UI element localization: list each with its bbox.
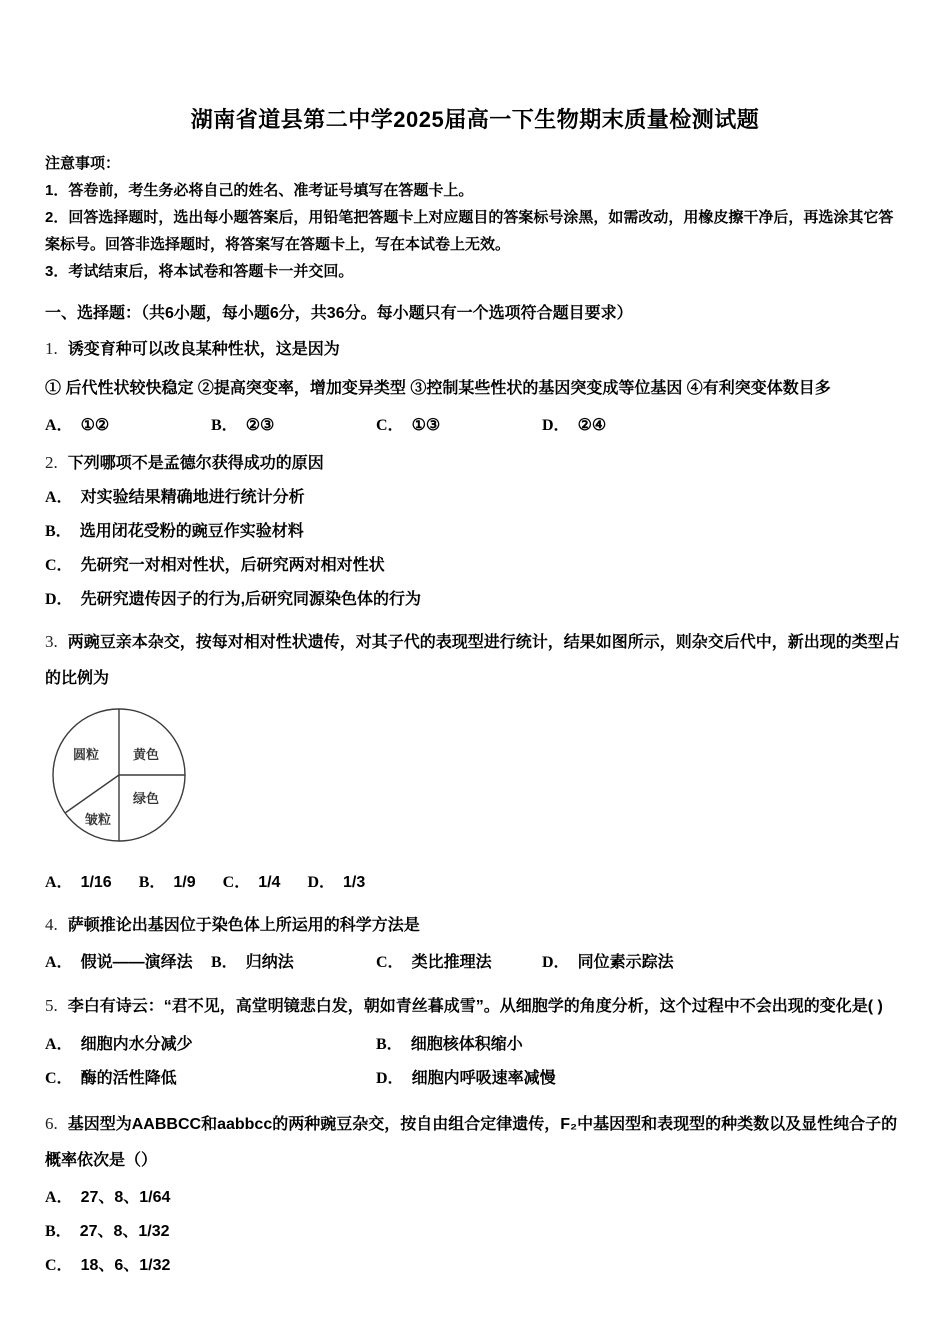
option-a: A． 1/16 xyxy=(45,874,112,891)
option-d: D． 同位素示踪法 xyxy=(542,954,674,971)
pie-chart-figure xyxy=(47,705,905,852)
question-number: 3. xyxy=(45,632,58,651)
notes-heading: 注意事项： xyxy=(45,155,121,172)
question-5-line xyxy=(45,988,905,1025)
option-c: C． 先研究一对相对性状，后研究两对相对性状 xyxy=(45,557,385,574)
question-6-options xyxy=(45,1181,905,1283)
question-number: 5. xyxy=(45,996,58,1015)
question-text: 萨顿推论出基因位于染色体上所运用的科学方法是 xyxy=(67,917,420,934)
question-4 xyxy=(45,910,905,978)
notes-block xyxy=(45,150,905,285)
option-b: B． 27、8、1/32 xyxy=(45,1223,170,1240)
option-a: A． 细胞内水分减少 xyxy=(45,1036,193,1053)
option-a: A． 假说——演绎法 xyxy=(45,954,193,971)
note-item-1: 1．答卷前，考生务必将自己的姓名、准考证号填写在答题卡上。 xyxy=(45,182,474,199)
question-3-options xyxy=(45,868,905,898)
pie-label-yellow: 黄色 xyxy=(133,747,160,762)
page-title: 湖南省道县第二中学2025届高一下生物期末质量检测试题 xyxy=(190,107,760,132)
question-3 xyxy=(45,624,905,898)
option-b: B． ②③ xyxy=(211,417,275,434)
question-6 xyxy=(45,1106,905,1283)
option-d: D． 先研究遗传因子的行为,后研究同源染色体的行为 xyxy=(45,591,422,608)
option-b: B． 细胞核体积缩小 xyxy=(376,1036,523,1053)
question-number: 6. xyxy=(45,1114,58,1133)
question-1-options xyxy=(45,411,905,441)
question-3-line xyxy=(45,624,905,697)
pie-label-wrinkled: 皱粒 xyxy=(85,812,112,827)
option-d: D． ②④ xyxy=(542,417,607,434)
option-a: A． 对实验结果精确地进行统计分析 xyxy=(45,489,305,506)
question-text: 李白有诗云：“君不见，高堂明镜悲白发，朝如青丝暮成雪”。从细胞学的角度分析，这个过程中不会出现的变化是( ) xyxy=(67,998,883,1015)
question-2 xyxy=(45,448,905,617)
option-d: D． 细胞内呼吸速率减慢 xyxy=(376,1070,556,1087)
question-5-options xyxy=(45,1028,905,1096)
question-1-subtext: ① 后代性状较快稳定 ②提高突变率，增加变异类型 ③控制某些性状的基因突变成等位基因 ④有利突变体数目多 xyxy=(45,380,831,397)
note-item-2: 2．回答选择题时，选出每小题答案后，用铅笔把答题卡上对应题目的答案标号涂黑，如需改动，用橡皮擦干净后，再选涂其它答案标号。回答非选择题时，将答案写在答题卡上，写在本试卷上无效。 xyxy=(45,209,894,253)
note-item-3: 3．考试结束后，将本试卷和答题卡一并交回。 xyxy=(45,263,354,280)
question-2-line xyxy=(45,448,905,479)
question-1-line xyxy=(45,334,905,365)
question-text: 下列哪项不是孟德尔获得成功的原因 xyxy=(67,455,324,472)
question-number: 4. xyxy=(45,915,58,934)
question-text: 两豌豆亲本杂交，按每对相对性状遗传，对其子代的表现型进行统计，结果如图所示，则杂交后代中，新出现的类型占的比例为 xyxy=(45,634,900,687)
pie-chart xyxy=(47,705,197,847)
option-c: C． 18、6、1/32 xyxy=(45,1257,171,1274)
question-text: 基因型为AABBCC和aabbcc的两种豌豆杂交，按自由组合定律遗传，F₂中基因型和表现型的种类数以及显性纯合子的概率依次是（） xyxy=(45,1116,898,1169)
pie-label-round: 圆粒 xyxy=(73,747,100,762)
option-a: A． 27、8、1/64 xyxy=(45,1189,171,1206)
option-c: C． 酶的活性降低 xyxy=(45,1070,177,1087)
option-d: D． 1/3 xyxy=(307,874,366,891)
option-a: A． ①② xyxy=(45,417,110,434)
pie-label-green: 绿色 xyxy=(133,791,160,806)
question-5 xyxy=(45,988,905,1096)
question-number: 2. xyxy=(45,453,58,472)
question-number: 1. xyxy=(45,339,58,358)
question-4-options xyxy=(45,948,905,978)
option-b: B． 1/9 xyxy=(138,874,196,891)
question-4-line xyxy=(45,910,905,941)
question-2-options xyxy=(45,481,905,617)
option-c: C． 类比推理法 xyxy=(376,954,492,971)
question-6-line xyxy=(45,1106,905,1179)
option-b: B． 选用闭花受粉的豌豆作实验材料 xyxy=(45,523,304,540)
option-c: C． 1/4 xyxy=(222,874,281,891)
section-header: 一、选择题：（共6小题，每小题6分，共36分。每小题只有一个选项符合题目要求） xyxy=(45,305,633,322)
question-1 xyxy=(45,334,905,441)
option-c: C． ①③ xyxy=(376,417,441,434)
question-text: 诱变育种可以改良某种性状，这是因为 xyxy=(67,341,340,358)
option-b: B． 归纳法 xyxy=(211,954,294,971)
pie-divider-diagonal xyxy=(65,775,119,813)
